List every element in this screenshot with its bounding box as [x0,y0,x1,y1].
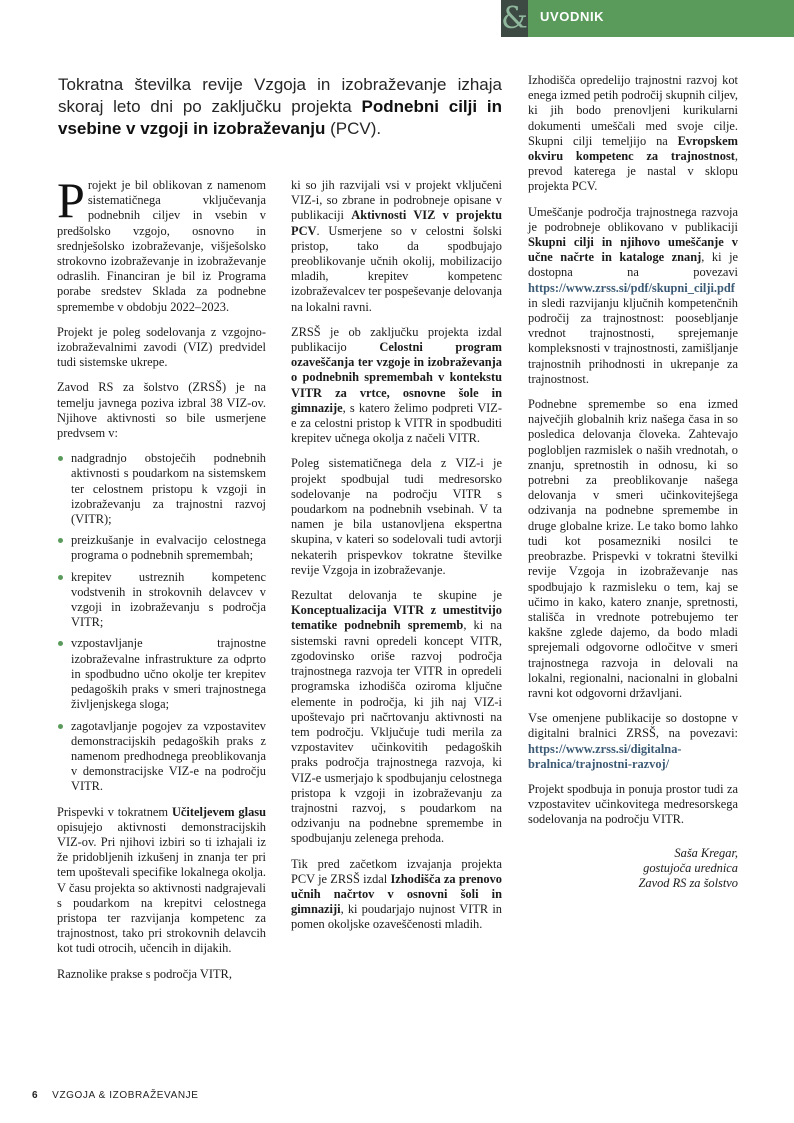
lead-paragraph: Tokratna številka revije Vzgoja in izobraževanje izhaja skoraj leto dni po zaključku projekta Podnebni cilji in vsebine v vzgoji in izobraževanju (PCV). [58,75,502,138]
column-3 [528,73,738,891]
signature-name: Saša Kregar, [674,845,738,860]
paragraph: Zavod RS za šolstvo (ZRSŠ) je na temelju javnega poziva izbral 38 VIZ-ov. Njihove aktivnosti so bile usmerjene predvsem v: [57,380,266,441]
journal-title: VZGOJA & IZOBRAŽEVANJE [52,1090,199,1101]
paragraph: ki so jih razvijali vsi v projekt vključeni VIZ-i, so zbrane in podrobneje opisane v publikaciji Aktivnosti VIZ v projektu PCV. Usmerjene so v celostni šolski pristop, tako da spodbujajo preoblikovanje učnih okolij, mobilizacijo mladih, krepitev kompetenc izobraževalcev ter pospeševanje delovanja na lokalni ravni. [291,178,502,314]
paragraph: Tik pred začetkom izvajanja projekta PCV je ZRSŠ izdal Izhodišča za prenovo učnih načrtov v osnovni šoli in gimnaziji, ki poudarjajo nujnost VITR in pomen okoljske ozaveščenosti mladih. [291,856,502,932]
ampersand-logo: & [501,1,528,36]
page-number: 6 [32,1090,39,1101]
project-name: Podnebni cilji in vsebine v vzgoji in izobraževanju [58,97,502,138]
paragraph: Prispevki v tokratnem Učiteljevem glasu opisujejo aktivnosti demonstracijskih VIZ-ov. Pri njihovi izbiri so ti izhajali iz že pridobljenih izkušenj in znanja ter pri tem upoštevali specifike lokalnega okolja. V času projekta so aktivnosti nadgrajevali s poudarkom na krepitvi celostnega pristopa ter razvijanja kompetenc za trajnostnost, tako pri strokovnih delavcih kot tudi otrocih, učencih in dijakih. [57,804,266,956]
paragraph: Projekt je poleg sodelovanja z vzgojno-izobraževalnimi zavodi (VIZ) predvidel tudi sistemske ukrepe. [57,324,266,370]
section-tab [528,0,794,37]
paragraph: Podnebne spremembe so ena izmed največjih globalnih kriz našega časa in so posledica delovanja človeka. Zahtevajo poglobljen razmislek o naših vrednotah, o znanju, spretnostih in odnosu, ki so potrebni za preoblikovanje našega delovanja v smeri učinkovitejšega odzivanja na podnebne spremembe in druge globalne krize. Le tako bomo lahko tudi kot posamezniki nosilci te preobrazbe. Prispevki v tokratni številki revije Vzgoja in izobraževanje nas spodbujajo k razmisleku o tem, kaj se učimo in kako, katero znanje, spretnosti, stališča in vrednote potrebujemo ter kakšne zglede dajemo, da bodo mladi sprejemali odgovorne odločitve v smeri trajnostnega razvoja in delovali na lokalni, regionalni, nacionalni in globalni ravni kot odgovorni državljani. [528,397,738,700]
paragraph: Poleg sistematičnega dela z VIZ-i je projekt spodbujal tudi medresorsko sodelovanje na področju VITR s poudarkom na podnebnih vsebinah. V ta namen je bila ustanovljena ekspertna skupina, v kateri so sodelovali tudi avtorji nekaterih prispevkov tokratne številke revije Vzgoja in izobraževanje. [291,456,502,577]
column-1 [57,172,266,992]
list-item: preizkušanje in evalvacijo celostnega programa o podnebnih spremembah; [57,533,266,563]
signature [528,846,738,892]
activity-list [57,451,266,794]
list-item: vzpostavljanje trajnostne izobraževalne infrastrukture za odprto in spodbudno učno okolje ter krepitev pedagoških praks v smeri trajnostnega življenjskega sloga; [57,636,266,712]
paragraph: Projekt spodbuja in ponuja prostor tudi za vzpostavitev učinkovitega medresorskega sodelovanja na področju VITR. [528,781,738,827]
column-2 [291,178,502,943]
paragraph: Rezultat delovanja te skupine je Konceptualizacija VITR z umestitvijo tematike podnebnih sprememb, ki na sistemski ravni opredeli koncept VITR, zgodovinsko oriše razvoj področja trajnostnega razvoja ter VITR in opredeli programska izhodišča oziroma ključne elemente in področja, ki jih naj VIZ-i upoštevajo pri načrtovanju aktivnosti na tem področju. Vključuje tudi merila za vzpostavitev učinkovitih pedagoških praks področja trajnostnega razvoja, ki VIZ-e usmerjajo k spodbujanju celostnega pristopa k vzgoji in izobraževanju za trajnostni razvoj, s poudarkom na odzivanju na podnebne spremembe in spodbujanju zelenega prehoda. [291,588,502,846]
drop-cap: P [57,172,85,228]
signature-org: Zavod RS za šolstvo [638,875,738,890]
skupni-cilji-link[interactable]: https://www.zrss.si/pdf/skupni_cilji.pdf [528,280,735,295]
paragraph: Izhodišča opredelijo trajnostni razvoj kot enega izmed petih področij skupnih ciljev, ki jih bodo prenovljeni kurikularni dokumenti umeščali med svoje cilje. Skupni cilji temeljijo na Evropskem okviru kompetenc za trajnostnost, prevod katerega je nastal v sklopu projekta PCV. [528,73,738,194]
paragraph: Projekt je bil oblikovan z namenom sistematičnega vključevanja podnebnih ciljev in vsebin v predšolsko vzgojo, osnovno in srednješolsko izobraževanje, višješolsko strokovno izobraževanje in izobraževanje odraslih. Financiran je bil iz Programa porabe sredstev Sklada za podnebne spremembe v obdobju 2022–2023. [57,172,266,314]
list-item: krepitev ustreznih kompetenc vodstvenih in strokovnih delavcev v vzgoji in izobraževanju s področja VITR; [57,570,266,631]
page-footer [32,1090,199,1101]
section-title: UVODNIK [540,9,605,24]
paragraph: ZRSŠ je ob zaključku projekta izdal publikacijo Celostni program ozaveščanja ter vzgoje in izobraževanja o podnebnih spremembah v kontekstu VITR za vrtce, osnovne šole in gimnazije, s katero želimo podpreti VIZ-e za celostni pristop k VITR in spodbuditi krepitev učnega okolja z načeli VITR. [291,324,502,446]
paragraph: Umeščanje področja trajnostnega razvoja je podrobneje oblikovano v publikaciji Skupni cilji in njihovo umeščanje v učne načrte in kataloge znanj, ki je dostopna na povezavi https://www.zrss.si/pdf/skupni_cilji.pdf in sledi razvijanju ključnih kompetenčnih področij za trajnostnost: poosebljanje vrednot trajnostnosti, sprejemanje kompleksnosti v trajnostnosti, zamišljanje trajnostnih prihodnosti in ukrepanje za trajnostnost. [528,204,739,386]
paragraph: Raznolike prakse s področja VITR, [57,966,232,981]
list-item: nadgradnjo obstoječih podnebnih aktivnosti s poudarkom na sistemskem ter celostnem pristopu k vzgoji in izobraževanju za trajnostni razvoj (VITR); [57,451,266,527]
list-item: zagotavljanje pogojev za vzpostavitev demonstracijskih pedagoških praks z namenom predhodnega preoblikovanja v demonstracijske VIZ-e na področju VITR. [57,719,266,795]
digital-library-link[interactable]: https://www.zrss.si/digitalna-bralnica/trajnostni-razvoj/ [528,741,682,771]
signature-role: gostujoča urednica [643,860,738,875]
paragraph: Vse omenjene publikacije so dostopne v digitalni bralnici ZRSŠ, na povezavi: https://www.zrss.si/digitalna-bralnica/trajnostni-razvoj/ [528,711,738,771]
